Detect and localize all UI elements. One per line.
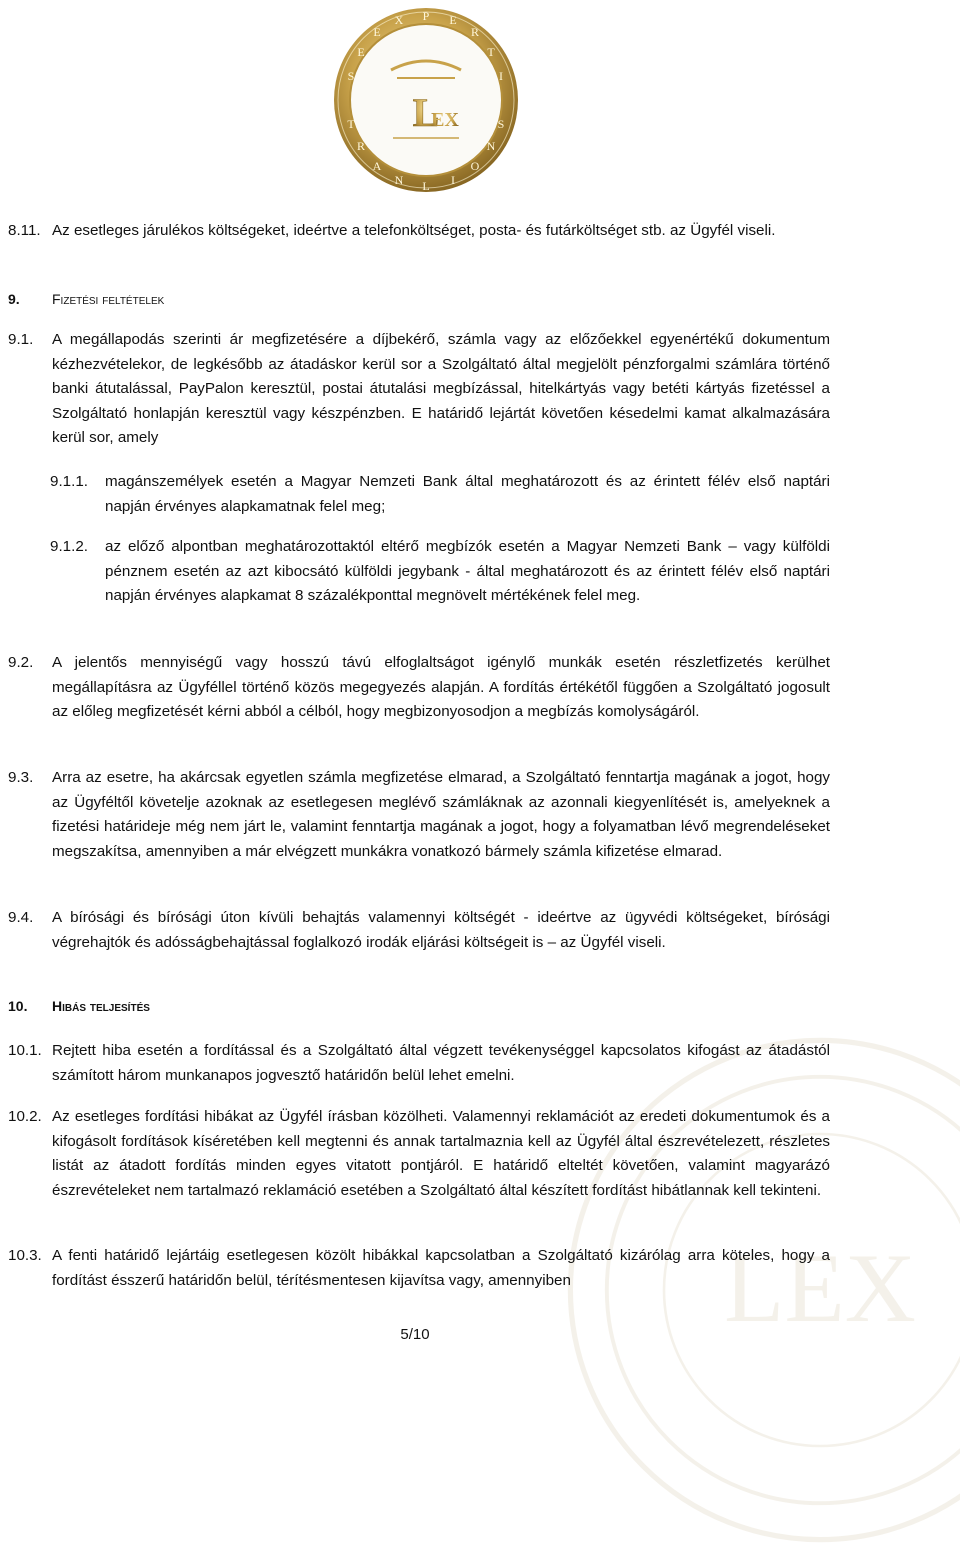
- svg-text:X: X: [394, 13, 404, 27]
- clause-10-1: [8, 1039, 830, 1088]
- svg-text:LEX: LEX: [723, 1234, 917, 1344]
- clause-number: 10.2.: [8, 1108, 42, 1125]
- clause-number: 10.1.: [8, 1042, 42, 1059]
- clause-text: az előző alpontban meghatározottaktól eltérő megbízók esetén a Magyar Nemzeti Bank – vagy külföldi pénznem esetén az azt kibocsátó külföldi jegybank - által meghatározott és az érintett félév első naptári napján érvényes alapkamat 8 százalékponttal megnövelt mértékének felel meg.: [105, 538, 830, 604]
- svg-text:EX: EX: [431, 109, 459, 131]
- svg-text:S: S: [497, 117, 505, 131]
- svg-text:I: I: [451, 173, 455, 187]
- svg-text:R: R: [356, 139, 366, 153]
- clause-9-1-2: [50, 535, 830, 609]
- clause-number: 9.1.1.: [50, 473, 88, 490]
- clause-number: 8.11.: [8, 222, 41, 239]
- svg-text:L: L: [412, 90, 440, 135]
- svg-text:T: T: [347, 117, 355, 131]
- clause-text: Rejtett hiba esetén a fordítással és a Szolgáltató által végzett tevékenységgel kapcsolatos kifogást az átadástól számított három munkanapos jogvesztő határidőn belül lehet emelni.: [52, 1042, 830, 1084]
- clause-9-3: [8, 766, 830, 864]
- clause-number: 9.4.: [8, 909, 34, 926]
- clause-10-2: [8, 1105, 830, 1203]
- clause-text: A jelentős mennyiségű vagy hosszú távú elfoglaltságot igénylő munkák esetén részletfizetés kerülhet megállapításra az Ügyféllel történő közös megegyezés alapján. A fordítás értékétől függően a Szolgáltató jogosult az előleg megfizetését kérni abból a célból, hogy megbizonyosodjon a megbízás komolyságáról.: [52, 654, 830, 720]
- page-number: 5/10: [400, 1326, 430, 1343]
- svg-text:N: N: [486, 139, 496, 153]
- clause-9-2: [8, 651, 830, 725]
- clause-text: Az esetleges fordítási hibákat az Ügyfél írásban közölheti. Valamennyi reklamációt az eredeti dokumentumok és a kifogásolt fordítások kíséretében kell megtenni és annak tartalmaznia kell az Ügyfél által észrevételezett, részletes listát az átadott fordítás minden egyes vitatott pontjáról. E határidő elteltét követően, valamint magyarázó észrevételeket nem tartalmazó reklamáció esetében a Szolgáltató által készített fordítást hibátlannak kell tekinteni.: [52, 1108, 830, 1199]
- section-number: 9.: [8, 291, 20, 307]
- clause-text: Az esetleges járulékos költségeket, ideértve a telefonköltséget, posta- és futárköltséget stb. az Ügyfél viseli.: [52, 222, 776, 239]
- clause-8-11: [8, 219, 830, 244]
- section-title: Fizetési feltételek: [52, 291, 165, 307]
- svg-text:A: A: [372, 159, 382, 173]
- svg-text:T: T: [487, 45, 495, 59]
- clause-9-1: [8, 328, 830, 451]
- clause-text: magánszemélyek esetén a Magyar Nemzeti Bank által meghatározott és az érintett félév első naptári napján érvényes alapkamatnak felel meg;: [105, 473, 830, 515]
- svg-text:E: E: [357, 45, 365, 59]
- svg-text:P: P: [422, 9, 430, 23]
- svg-text:R: R: [470, 25, 480, 39]
- clause-text: Arra az esetre, ha akárcsak egyetlen számla megfizetése elmarad, a Szolgáltató fenntartja magának a jogot, hogy az Ügyféltől követelje azoknak az esetlegesen meglévő számláknak az azonnali kiegyenlítését is, amelyeknek a fizetési határideje még nem járt le, valamint fenntartja magának a jogot, hogy a folyamatban lévő megrendeléseket megszakítsa, amennyiben a már elvégzett munkákra vonatkozó bármely számla kifizetése elmarad.: [52, 769, 830, 860]
- clause-10-3: [8, 1244, 830, 1293]
- section-title: Hibás teljesítés: [52, 998, 150, 1014]
- clause-number: 9.2.: [8, 654, 34, 671]
- svg-text:I: I: [499, 69, 503, 83]
- clause-number: 9.1.2.: [50, 538, 88, 555]
- clause-number: 10.3.: [8, 1247, 42, 1264]
- svg-text:E: E: [373, 25, 381, 39]
- clause-text: A bírósági és bírósági úton kívüli behajtás valamennyi költségét - ideértve az ügyvédi költségeket, bírósági végrehajtók és adósságbehajtással foglalkozó irodák eljárási költségeit is – az Ügyfél viseli.: [52, 909, 830, 951]
- clause-number: 9.3.: [8, 769, 34, 786]
- clause-9-1-1: [50, 470, 830, 519]
- section-number: 10.: [8, 998, 28, 1014]
- clause-9-4: [8, 906, 830, 955]
- svg-text:E: E: [449, 13, 457, 27]
- svg-text:S: S: [347, 69, 355, 83]
- clause-number: 9.1.: [8, 331, 34, 348]
- svg-text:L: L: [422, 179, 430, 193]
- svg-text:O: O: [470, 159, 480, 173]
- clause-text: A megállapodás szerinti ár megfizetésére a díjbekérő, számla vagy az előzőekkel egyenértékű dokumentum kézhezvételekor, de legkésőbb az átadáskor kerül sor a Szolgáltató által megjelölt pénzforgalmi számlára történő banki átutalással, PayPalon keresztül, postai átutalási megbízással, hitelkártyás vagy betéti kártyás fizetéssel a Szolgáltató honlapján keresztül vagy készpénzben. E határidő lejártát követően késedelmi kamat alkalmazására kerül sor, amely: [52, 331, 830, 446]
- lex-logo: [333, 0, 519, 200]
- clause-text: A fenti határidő lejártáig esetlegesen közölt hibákkal kapcsolatban a Szolgáltató kizárólag arra köteles, hogy a fordítást ésszerű határidőn belül, térítésmentesen kijavítsa vagy, amennyiben: [52, 1247, 830, 1289]
- svg-text:N: N: [394, 173, 404, 187]
